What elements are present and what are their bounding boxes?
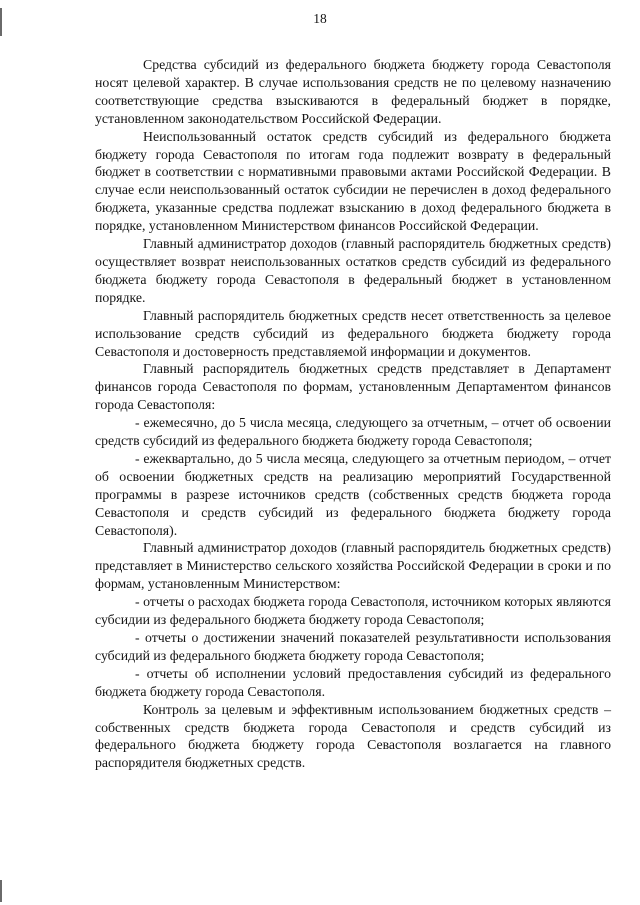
paragraph-unused-balance: Неиспользованный остаток средств субсидий из федерального бюджета бюджету города Севастополя по итогам года подлежит возврату в федеральный бюджет в соответствии с нормативными правовыми актами Российской Федерации. В случае если неиспользованный остаток субсидии не перечислен в доход федерального бюджета, указанные средства подлежат взысканию в доход федерального бюджета в порядке, установленном Министерством финансов Российской Федерации.	[95, 128, 611, 234]
paragraph-refund-of-balances: Главный администратор доходов (главный распорядитель бюджетных средств) осуществляет возврат неиспользованных остатков средств субсидий из федерального бюджета бюджету города Севастополя в федеральный бюджет в установленном порядке.	[95, 236, 611, 305]
page-number: 18	[313, 11, 327, 26]
scan-edge-mark-bottom	[0, 880, 2, 902]
paragraph-responsibility: Главный распорядитель бюджетных средств несет ответственность за целевое использование средств субсидий из федерального бюджета бюджету города Севастополя и достоверность представляемой информации и документов.	[95, 307, 611, 359]
list-item-conditions-reports: - отчеты об исполнении условий предоставления субсидий из федерального бюджета бюджету города Севастополя.	[95, 665, 611, 699]
paragraph-reporting-to-ministry: Главный администратор доходов (главный распорядитель бюджетных средств) представляет в Министерство сельского хозяйства Российской Федерации в сроки и по формам, установленным Министерством:	[95, 540, 611, 592]
list-item-monthly-report: - ежемесячно, до 5 числа месяца, следующего за отчетным, – отчет об освоении средств субсидий из федерального бюджета бюджету города Севастополя;	[95, 415, 611, 449]
document-body	[95, 56, 611, 772]
list-item-performance-indicators-reports: - отчеты о достижении значений показателей результативности использования субсидий из федерального бюджета бюджету города Севастополя;	[95, 630, 611, 663]
list-item-expenditure-reports: - отчеты о расходах бюджета города Севастополя, источником которых являются субсидии из федерального бюджета бюджету города Севастополя;	[95, 594, 611, 628]
paragraph-control: Контроль за целевым и эффективным использованием бюджетных средств – собственных средств бюджета города Севастополя и средств субсидий из федерального бюджета бюджету города Севастополя возлагается на главного распорядителя бюджетных средств.	[95, 701, 611, 771]
list-item-quarterly-report: - ежеквартально, до 5 числа месяца, следующего за отчетным периодом, – отчет об освоении бюджетных средств на реализацию мероприятий Государственной программы в разрезе источников средств (собственных средств бюджета города Севастополя и средств субсидий из федерального бюджета бюджету города Севастополя).	[95, 450, 611, 538]
paragraph-subsidies-purpose: Средства субсидий из федерального бюджета бюджету города Севастополя носят целевой характер. В случае использования средств не по целевому назначению соответствующие средства взыскиваются в федеральный бюджет в порядке, установленном законодательством Российской Федерации.	[95, 57, 611, 126]
paragraph-reporting-to-finance-department: Главный распорядитель бюджетных средств представляет в Департамент финансов города Севастополя по формам, установленным Департаментом финансов города Севастополя:	[95, 361, 611, 413]
